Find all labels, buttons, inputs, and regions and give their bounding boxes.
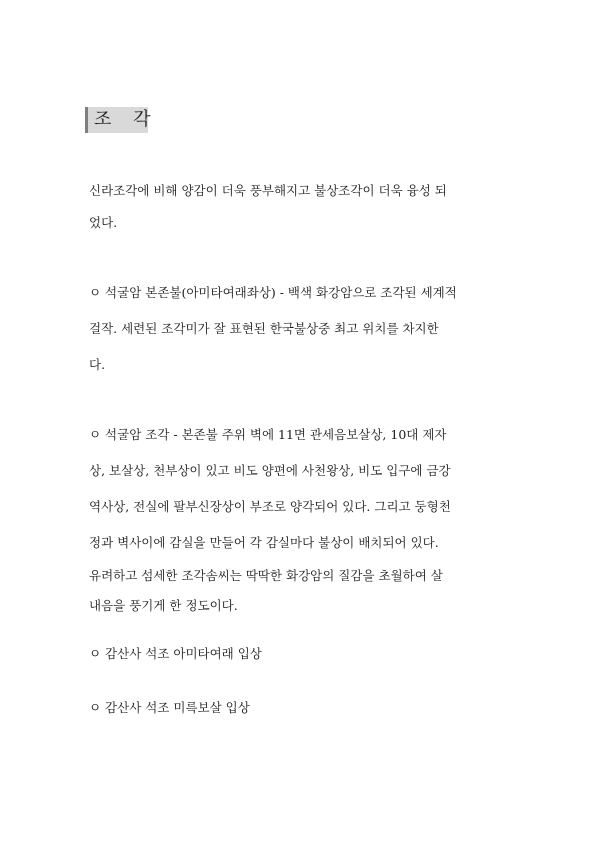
item-line: 유려하고 섬세한 조각솜씨는 딱딱한 화강암의 질감을 초월하여 살 [89,568,443,583]
item-gamsansa-amitabha [89,642,509,666]
item-line: ㅇ 석굴암 본존불(아미타여래좌상) - 백색 화강암으로 조각된 세계적 [89,285,457,300]
item-line: 정과 벽사이에 감실을 만들어 각 감실마다 불상이 배치되어 있다. [89,535,439,550]
item-line: 걸작. 세련된 조각미가 잘 표현된 한국불상중 최고 위치를 차지한 [89,321,439,336]
intro-paragraph [89,175,509,239]
item-line: 내음을 풍기게 한 정도이다. [89,598,238,613]
item-line: ㅇ 감산사 석조 아미타여래 입상 [89,646,262,661]
section-heading: 조 각 [94,109,159,130]
item-gamsansa-maitreya [89,696,509,720]
intro-line: 었다. [89,215,118,230]
intro-line: 신라조각에 비해 양감이 더욱 풍부해지고 불상조각이 더욱 융성 되 [89,183,447,198]
item-seokguram-sculpture [89,417,509,621]
heading-accent-bar [85,107,88,133]
item-line: 역사상, 전실에 팔부신장상이 부조로 양각되어 있다. 그리고 둥형천 [89,499,451,514]
item-line: ㅇ 감산사 석조 미륵보살 입상 [89,700,250,715]
item-line: ㅇ 석굴암 조각 - 본존불 주위 벽에 11면 관세음보살상, 10대 제자 [89,427,447,442]
item-line: 상, 보살상, 천부상이 있고 비도 양편에 사천왕상, 비도 입구에 금강 [89,463,451,478]
item-line: 다. [89,357,106,372]
item-seokguram-main-buddha [89,275,509,383]
